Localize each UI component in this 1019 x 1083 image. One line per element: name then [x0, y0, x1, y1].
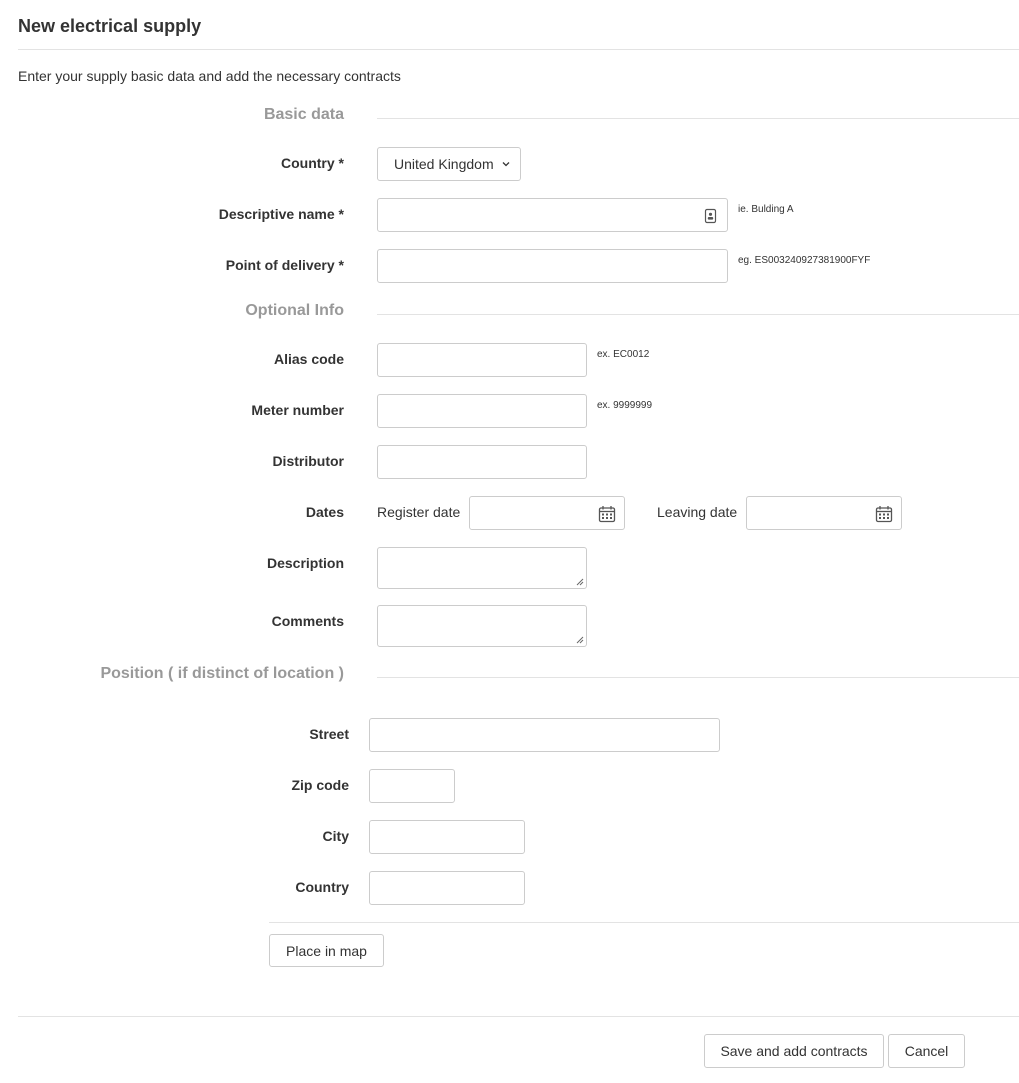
- country-select-value: United Kingdom: [394, 156, 494, 172]
- meter-number-input[interactable]: [377, 394, 587, 428]
- chevron-down-icon: [501, 159, 511, 169]
- save-and-add-contracts-button[interactable]: Save and add contracts: [704, 1034, 884, 1068]
- alias-code-input[interactable]: [377, 343, 587, 377]
- alias-code-hint: ex. EC0012: [597, 349, 650, 360]
- contact-card-icon: [704, 208, 718, 224]
- section-divider: [377, 677, 1019, 678]
- resize-grip-icon[interactable]: [576, 578, 584, 586]
- point-of-delivery-input[interactable]: [377, 249, 728, 283]
- register-date-input[interactable]: [469, 496, 625, 530]
- point-of-delivery-hint: eg. ES003240927381900FYF: [738, 255, 871, 266]
- section-optional-info: Optional Info: [245, 302, 344, 319]
- comments-label: Comments: [271, 613, 344, 629]
- position-country-input[interactable]: [369, 871, 525, 905]
- calendar-icon[interactable]: [598, 505, 616, 523]
- position-divider: [269, 922, 1019, 923]
- city-input[interactable]: [369, 820, 525, 854]
- footer-divider: [18, 1016, 1019, 1017]
- description-textarea[interactable]: [377, 547, 587, 589]
- meter-number-label: Meter number: [251, 402, 344, 418]
- distributor-input[interactable]: [377, 445, 587, 479]
- point-of-delivery-label: Point of delivery *: [225, 257, 344, 273]
- register-date-label: Register date: [377, 504, 461, 520]
- resize-grip-icon[interactable]: [576, 636, 584, 644]
- cancel-button[interactable]: Cancel: [888, 1034, 965, 1068]
- country-label: Country *: [281, 155, 344, 171]
- calendar-icon[interactable]: [875, 505, 893, 523]
- leaving-date-label: Leaving date: [657, 504, 738, 520]
- zip-code-input[interactable]: [369, 769, 455, 803]
- position-country-label: Country: [295, 879, 349, 895]
- meter-number-hint: ex. 9999999: [597, 400, 653, 411]
- section-basic-data: Basic data: [263, 106, 344, 123]
- dates-label: Dates: [305, 504, 344, 520]
- city-label: City: [322, 828, 349, 844]
- section-position: Position ( if distinct of location ): [100, 665, 344, 682]
- header-divider: [18, 49, 1019, 50]
- section-divider: [377, 314, 1019, 315]
- leaving-date-input[interactable]: [746, 496, 902, 530]
- alias-code-label: Alias code: [273, 351, 344, 367]
- section-divider: [377, 118, 1019, 119]
- street-label: Street: [309, 726, 349, 742]
- zip-code-label: Zip code: [291, 777, 349, 793]
- description-label: Description: [266, 555, 344, 571]
- descriptive-name-hint: ie. Bulding A: [738, 204, 794, 215]
- page-subtitle: Enter your supply basic data and add the necessary contracts: [18, 68, 401, 84]
- comments-textarea[interactable]: [377, 605, 587, 647]
- street-input[interactable]: [369, 718, 720, 752]
- page-title: New electrical supply: [18, 16, 202, 36]
- place-in-map-button[interactable]: Place in map: [269, 934, 384, 967]
- distributor-label: Distributor: [272, 453, 344, 469]
- descriptive-name-input[interactable]: [377, 198, 728, 232]
- descriptive-name-label: Descriptive name *: [218, 206, 344, 222]
- country-select[interactable]: [377, 147, 521, 181]
